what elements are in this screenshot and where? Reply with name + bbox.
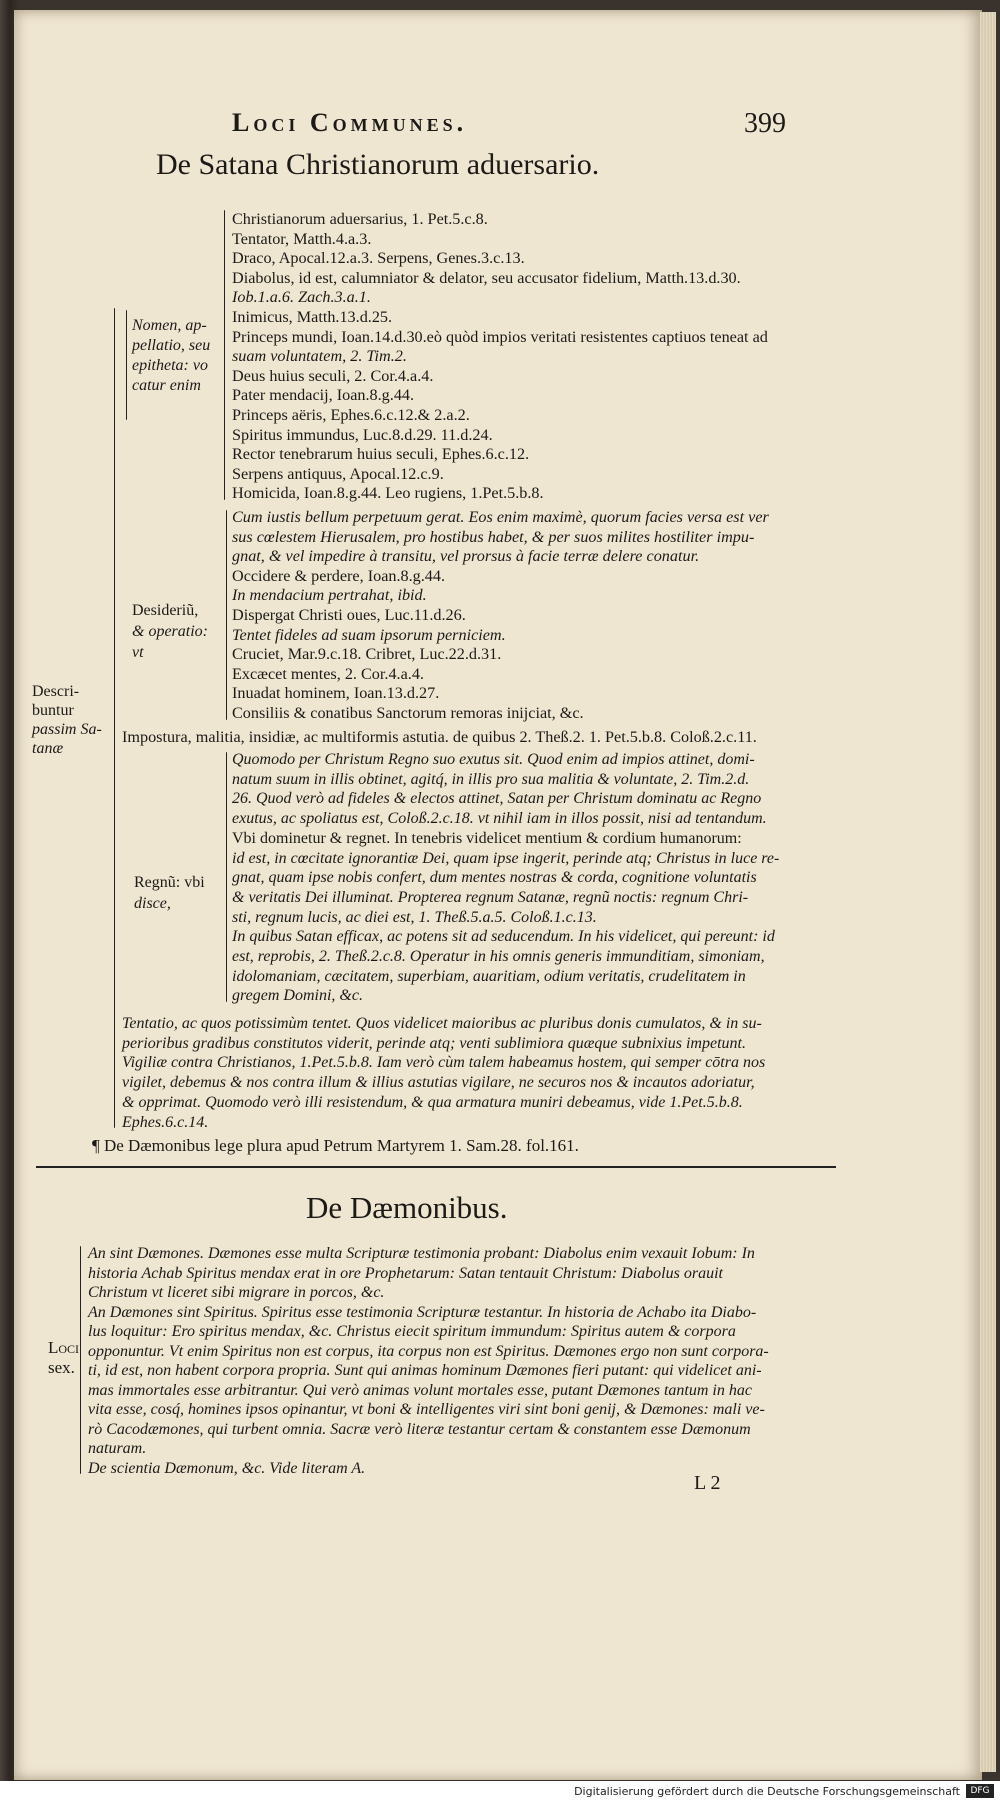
nomen-label (132, 316, 210, 396)
nomen-line: Tentator, Matth.4.a.3. (232, 229, 372, 248)
section2-line: An Dæmones sint Spiritus. Spiritus esse testimonia Scripturæ testantur. In historia de Achabo ita Diabo- (88, 1303, 757, 1321)
group-label-line: Nomen, ap- (132, 317, 207, 334)
left-label-line: Descri- (32, 683, 80, 700)
regnum-line: In quibus Satan efficax, ac potens sit ad seducendum. In his videlicet, qui pereunt: id (232, 928, 775, 946)
left-label-line: passim Sa- (32, 721, 102, 738)
dfg-logo: DFG (966, 1784, 994, 1798)
desiderium-list (232, 508, 769, 724)
desiderium-brace (226, 510, 227, 720)
desiderium-line: Dispergat Christi oues, Luc.11.d.26. (232, 605, 466, 624)
desiderium-line: Consiliis & conatibus Sanctorum remoras inijciat, &c. (232, 703, 584, 722)
group-label-line: vt (132, 644, 144, 661)
regnum-line: idolomaniam, cæcitatem, superbiam, auaritiam, odium veritatis, crudelitatem in (232, 967, 746, 985)
footnote: ¶ De Dæmonibus lege plura apud Petrum Martyrem 1. Sam.28. fol.161. (92, 1136, 579, 1155)
nomen-line: Homicida, Ioan.8.g.44. Leo rugiens, 1.Pet.5.b.8. (232, 484, 544, 503)
section2-line: vita esse, cosq́, homines ipsos opinantur, vt boni & intelligentes viri sint boni genij, & Dæmones: mali ve- (88, 1401, 765, 1418)
nomen-line: Pater mendacij, Ioan.8.g.44. (232, 386, 415, 405)
desiderium-line: Tentet fideles ad suam ipsorum perniciem. (232, 625, 506, 644)
desiderium-label (132, 600, 208, 663)
section2-lines (88, 1244, 769, 1478)
section2-title: De Dæmonibus. (306, 1190, 508, 1225)
desiderium-line: Occidere & perdere, Ioan.8.g.44. (232, 566, 446, 585)
desiderium-line: In mendacium pertrahat, ibid. (232, 586, 427, 605)
left-label-line: tanæ (32, 740, 64, 757)
regnum-line: gregem Domini, &c. (232, 987, 363, 1005)
section2-line: opponuntur. Vt enim Spiritus non est corpus, ita corpus non est Spiritus. Dæmones ergo non sunt corpora- (88, 1342, 769, 1360)
tail-line: Tentatio, ac quos potissimùm tentet. Quos videlicet maioribus ac pluribus donis cumulatos, & in su- (122, 1015, 762, 1032)
regnum-brace (226, 752, 227, 1002)
regnum-line: gnat, quam ipse nobis confert, dum mentes nostras & corda, cognitione voluntatis (232, 869, 757, 887)
regnum-line: 26. Quod verò ad fideles & electos attinet, Satan per Christum dominatu ac Regno (232, 790, 762, 808)
tail-line: & opprimat. Quomodo verò illi resistendum, & qua armatura muniri debeamus, vide 1.Pet.5.b.8. (122, 1093, 743, 1111)
book-page (14, 10, 982, 1780)
regnum-line: est, reprobis, 2. Theß.2.c.8. Operatur in his omnis generis immunditiam, simoniam, (232, 948, 765, 966)
section2-line: lus loquitur: Ero spiritus mendax, &c. Christus eiecit spiritum immundum: Spiritus autem & corpora (88, 1323, 736, 1340)
section2-line: De scientia Dæmonum, &c. Vide literam A. (88, 1459, 366, 1477)
tail-line: Vigiliæ contra Christianos, 1.Pet.5.b.8. Iam verò cùm talem habeamus hostem, qui semper cōtra nos (122, 1054, 766, 1072)
section2-line: historia Achab Spiritus mendax erat in ore Prophetarum: Satan tentauit Christum: Diabolus orauit (88, 1264, 723, 1282)
impostura-line: Impostura, malitia, insidiæ, ac multiformis astutia. de quibus 2. Theß.2. 1. Pet.5.b.8. Coloß.2.c.11. (122, 728, 757, 746)
tail-line: vigilet, debemus & nos contra illum & illius astutias vigilare, ne securos nos & incautos adoriatur, (122, 1074, 755, 1092)
nomen-line: Iob.1.a.6. Zach.3.a.1. (232, 288, 371, 307)
regnum-line: & veritatis Dei illuminat. Propterea regnum Satanæ, regnũ noctis: regnum Chri- (232, 888, 749, 906)
section-divider (36, 1166, 836, 1168)
desiderium-line: Inuadat hominem, Ioan.13.d.27. (232, 684, 440, 703)
nomen-line: Christianorum aduersarius, 1. Pet.5.c.8. (232, 210, 488, 228)
nomen-line: Spiritus immundus, Luc.8.d.29. 11.d.24. (232, 425, 493, 444)
tail-list (122, 1014, 765, 1132)
signature-mark: L 2 (694, 1472, 721, 1494)
nomen-line: Inimicus, Matth.13.d.25. (232, 307, 393, 326)
left-label-line: sex. (48, 1358, 75, 1377)
section2-line: naturam. (88, 1440, 147, 1457)
desiderium-line: Excæcet mentes, 2. Cor.4.a.4. (232, 664, 424, 683)
nomen-list (232, 210, 768, 504)
desiderium-line: gnat, & vel impedire à transitu, vel prorsus à facie terræ delere conatur. (232, 547, 700, 566)
nomen-line: Deus huius seculi, 2. Cor.4.a.4. (232, 366, 434, 385)
desiderium-line: sus cœlestem Hierusalem, pro hostibus habet, & per suos milites hostiliter impu- (232, 527, 755, 546)
regnum-line: id est, in cœcitate ignorantiæ Dei, quam ipse ingerit, perinde atq; Christus in luce re- (232, 849, 780, 867)
main-brace (114, 308, 115, 1128)
left-label-line: buntur (32, 702, 74, 719)
footer-bar (0, 1781, 1000, 1803)
nomen-line: Draco, Apocal.12.a.3. Serpens, Genes.3.c.13. (232, 249, 525, 268)
page-number: 399 (744, 108, 786, 139)
group-label-line: pellatio, seu (132, 337, 211, 354)
group-label-line: disce, (134, 895, 171, 912)
section2-line: Christum vt liceret sibi migrare in porcos, &c. (88, 1284, 385, 1301)
section2-line: An sint Dæmones. Dæmones esse multa Scripturæ testimonia probant: Diabolus enim vexauit Iobum: In (88, 1245, 755, 1262)
group-label-line: Regnũ: vbi (134, 874, 205, 891)
desiderium-line: Cruciet, Mar.9.c.18. Cribret, Luc.22.d.31. (232, 645, 502, 664)
nomen-line: Diabolus, id est, calumniator & delator, seu accusator fidelium, Matth.13.d.30. (232, 268, 741, 287)
running-title: Loci Communes. (232, 108, 468, 137)
desiderium-line: Cum iustis bellum perpetuum gerat. Eos enim maximè, quorum facies versa est ver (232, 508, 769, 526)
group-label-line: epitheta: vo (132, 357, 208, 374)
regnum-line: natum suum in illis obtinet, agitq́, in illis pro sua malitia & voluntate, 2. Tim.2.d. (232, 770, 750, 788)
section-title: De Satana Christianorum aduersario. (156, 148, 600, 181)
nomen-line: suam voluntatem, 2. Tim.2. (232, 347, 407, 366)
nomen-line: Princeps mundi, Ioan.14.d.30.eò quòd impios veritati resistentes captiuos teneat ad (232, 327, 768, 346)
left-label (32, 682, 102, 758)
nomen-line: Rector tenebrarum huius seculi, Ephes.6.c.12. (232, 445, 530, 464)
tail-line: perioribus gradibus constitutos viderit, perinde atq; venti sublimiora quæque subnixius impetunt. (122, 1034, 746, 1052)
section2-line: rò Cacodæmones, qui turbent omnia. Sacræ verò literæ testantur certam & constantem esse Dæmonum (88, 1420, 751, 1438)
regnum-line: Quomodo per Christum Regno suo exutus sit. Quod enim ad impios attinet, domi- (232, 751, 755, 768)
tail-line: Ephes.6.c.14. (122, 1113, 209, 1131)
nomen-brace (126, 310, 127, 420)
footer-credit: Digitalisierung gefördert durch die Deutsche Forschungsgemeinschaft (574, 1785, 960, 1798)
section2-line: ti, id est, non habent corpora propria. Sunt qui animas hominum Dæmones fieri putant: qui videlicet ani- (88, 1362, 762, 1379)
nomen-lines-brace (224, 210, 225, 500)
regnum-label (134, 872, 205, 914)
nomen-line: Serpens antiquus, Apocal.12.c.9. (232, 464, 444, 483)
group-label-line: Desideriũ, (132, 602, 199, 619)
group-label-line: & operatio: (132, 623, 208, 640)
nomen-line: Princeps aëris, Ephes.6.c.12.& 2.a.2. (232, 405, 470, 424)
section2-left-label (48, 1338, 79, 1378)
regnum-list (232, 750, 779, 1006)
section2-brace (80, 1246, 81, 1474)
section2-line: mas immortales esse arbitrantur. Qui verò animas volunt mortales esse, putant Dæmones tantum in hac (88, 1381, 752, 1399)
regnum-line: exutus, ac spoliatus est, Coloß.2.c.18. vt nihil iam in illos possit, nisi ad tentandum. (232, 810, 767, 828)
page-edges (980, 12, 996, 1772)
left-label-line: Loci (48, 1338, 80, 1357)
regnum-line: sti, regnum lucis, ac diei est, 1. Theß.5.a.5. Coloß.1.c.13. (232, 908, 597, 926)
regnum-line: Vbi dominetur & regnet. In tenebris videlicet mentium & cordium humanorum: (232, 829, 742, 847)
group-label-line: catur enim (132, 377, 201, 394)
